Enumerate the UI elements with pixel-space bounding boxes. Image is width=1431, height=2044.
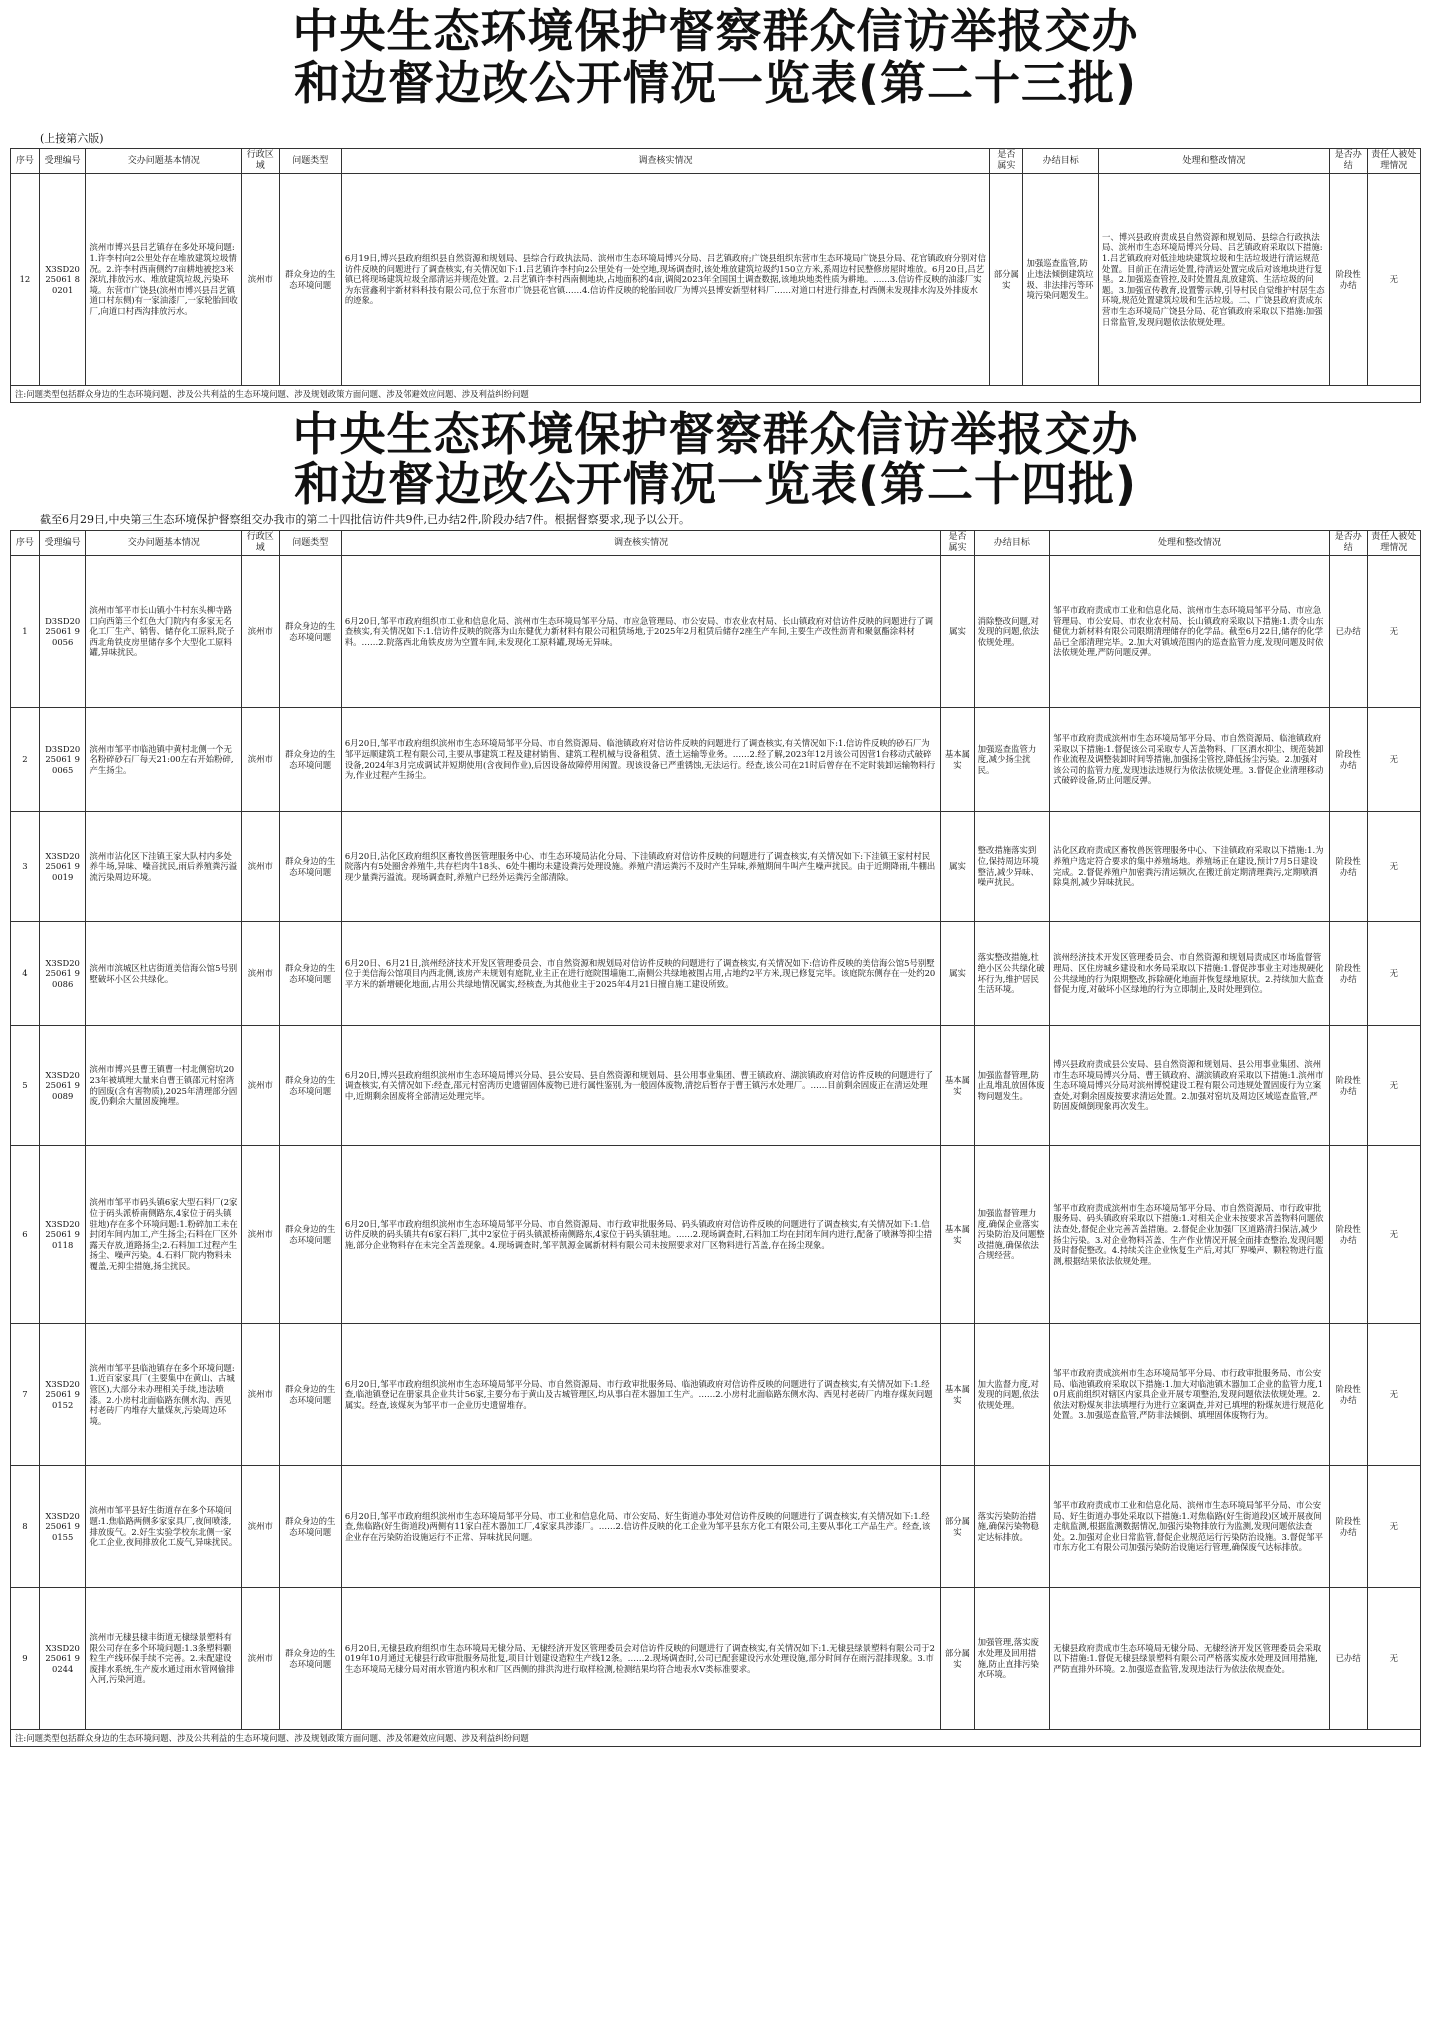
- cell-target: 消除整改问题,对发现的问题,依法依规处理。: [974, 556, 1049, 708]
- cell-basic: 滨州市邹平县好生街道存在多个环境问题:1.焦临路两侧多家家具厂,夜间喷漆,排放废气。2.好生实验学校东北侧一家化工企业,夜间排放化工废气,异味扰民。: [86, 1466, 241, 1588]
- cell-id: X3SD2025061 90118: [39, 1146, 86, 1324]
- cell-resp: 无: [1367, 922, 1420, 1026]
- cell-measures: 博兴县政府责成县公安局、县自然资源和规划局、县公用事业集团、滨州市生态环境局博兴分局、曹王镇政府、湖滨镇政府采取以下措施:1.滨州市生态环境局博兴分局对滨州博悦建设工程有限公司违规处置固废行为立案查处,对剩余固废按要求清运处置。2.加强对窑坑及周边区域巡查监管,严防固废倾倒现象再次发生。: [1050, 1026, 1330, 1146]
- section-24-title-line1: 中央生态环境保护督察群众信访举报交办: [292, 407, 1139, 461]
- cell-investigation: 6月20日,邹平市政府组织滨州市生态环境局邹平分局、市自然资源局、市行政审批服务局、码头镇政府对信访件反映的问题进行了调查核实,有关情况如下:1.信访件反映的码头镇共有6家石料厂,其中2家位于码头镇派桥南侧路东,4家位于码头镇驻地。……2.现场调查时,石料加工均在封闭车间内进行,配备了喷淋等抑尘措施,部分企业物料存在未完全苫盖现象。4.现场调查时,邹平凯源金属新材料有限公司未按照要求对厂区物料进行苫盖,存在扬尘现象。: [341, 1146, 941, 1324]
- cell-type: 群众身边的生态环境问题: [279, 812, 341, 922]
- cell-type: 群众身边的生态环境问题: [279, 708, 341, 812]
- cell-resp: 无: [1367, 812, 1420, 922]
- cell-region: 滨州市: [241, 174, 279, 386]
- cell-done: 阶段性办结: [1329, 1466, 1367, 1588]
- table-row: [11, 922, 1421, 1026]
- header-resp: 责任人被处理情况: [1367, 149, 1420, 174]
- cell-no: 9: [11, 1588, 40, 1730]
- cell-id: X3SD2025061 90244: [39, 1588, 86, 1730]
- cell-true: 属实: [941, 556, 974, 708]
- cell-no: 8: [11, 1466, 40, 1588]
- cell-basic: 滨州市无棣县棣丰街道无棣绿景塑料有限公司存在多个环境问题:1.3条塑料颗粒生产线环保手续不完善。2.未配建设废排水系统,生产废水通过雨水管网偷排入河,污染河道。: [86, 1588, 241, 1730]
- cell-target: 落实污染防治措施,确保污染物稳定达标排放。: [974, 1466, 1049, 1588]
- cell-true: 属实: [941, 922, 974, 1026]
- header-target: 办结目标: [1023, 149, 1098, 174]
- section-23-title-line2: 和边督边改公开情况一览表(第二十三批): [293, 56, 1138, 110]
- section-24-table: [10, 530, 1421, 1730]
- cell-region: 滨州市: [241, 812, 279, 922]
- cell-investigation: 6月20日,博兴县政府组织滨州市生态环境局博兴分局、县公安局、县自然资源和规划局、县公用事业集团、曹王镇政府、湖滨镇政府对信访件反映的问题进行了调查核实,有关情况如下:经查,邵元村窑湾历史遗留固体废物已进行属性鉴别,为一般固体废物,清挖后暂存于曹王镇污水处理厂。……目前剩余固废正在清运处理中,近期剩余固废将全部清运处理完毕。: [341, 1026, 941, 1146]
- cell-target: 加强监督管理力度,确保企业落实污染防治及问题整改措施,确保依法合规经营。: [974, 1146, 1049, 1324]
- cell-resp: 无: [1367, 174, 1420, 386]
- cell-true: 部分属实: [990, 174, 1023, 386]
- cell-done: 阶段性办结: [1329, 708, 1367, 812]
- cell-resp: 无: [1367, 1026, 1420, 1146]
- header-resp: 责任人被处理情况: [1367, 531, 1420, 556]
- cell-no: 5: [11, 1026, 40, 1146]
- cell-done: 阶段性办结: [1329, 922, 1367, 1026]
- cell-type: 群众身边的生态环境问题: [279, 1146, 341, 1324]
- table-row: [11, 1026, 1421, 1146]
- table-note: 注:问题类型包括群众身边的生态环境问题、涉及公共利益的生态环境问题、涉及规划政策方面问题、涉及邻避效应问题、涉及利益纠纷问题: [10, 386, 1421, 403]
- cell-done: 阶段性办结: [1329, 1324, 1367, 1466]
- cell-resp: 无: [1367, 1146, 1420, 1324]
- cell-basic: 滨州市博兴县吕艺镇存在多处环境问题:1.许李村向2公里处存在堆放建筑垃圾情况。2.许李村西南侧约7亩耕地被挖3米深坑,排放污水、堆放建筑垃圾,污染环境。东营市广饶县(滨州市博兴县吕艺镇道口村东侧)有一家油漆厂,一家轮胎回收厂,向道口村西沟排放污水。: [86, 174, 241, 386]
- cell-region: 滨州市: [241, 1588, 279, 1730]
- cell-type: 群众身边的生态环境问题: [279, 1588, 341, 1730]
- cell-investigation: 6月20日,邹平市政府组织市工业和信息化局、滨州市生态环境局邹平分局、市应急管理局、市公安局、市农业农村局、长山镇政府对信访件反映的问题进行了调查核实,有关情况如下:1.信访件反映的院落为山东健优力新材料有限公司租赁场地,于2025年2月租赁后储存2座生产车间,主要生产改性沥青和聚氨酯涂料材料。……2.院落西北角铁皮房为空置车间,未发现化工原料罐,现场无异味。: [341, 556, 941, 708]
- header-id: 受理编号: [39, 149, 86, 174]
- cell-investigation: 6月20日,无棣县政府组织市生态环境局无棣分局、无棣经济开发区管理委员会对信访件反映的问题进行了调查核实,有关情况如下:1.无棣县绿景塑料有限公司于2019年10月通过无棣县行政审批服务局批复,项目计划建设造粒生产线12条。……2.现场调查时,公司已配套建设污水处理设施,部分时间存在雨污混排现象。3.市生态环境局无棣分局对雨水管道内积水和厂区西侧的排洪沟进行取样检测,检测结果均符合地表水Ⅴ类标准要求。: [341, 1588, 941, 1730]
- header-basic: 交办问题基本情况: [86, 531, 241, 556]
- cell-region: 滨州市: [241, 1324, 279, 1466]
- cell-id: X3SD2025061 90089: [39, 1026, 86, 1146]
- table-row: [11, 174, 1421, 386]
- table-header-row: [11, 531, 1421, 556]
- cell-done: 已办结: [1329, 1588, 1367, 1730]
- header-investigation: 调查核实情况: [341, 149, 989, 174]
- cell-measures: 邹平市政府责成滨州市生态环境局邹平分局、市自然资源局、市行政审批服务局、码头镇政府采取以下措施:1.对相关企业未按要求苫盖物料问题依法查处,督促企业完善苫盖措施。2.督促企业加强厂区道路清扫保洁,减少扬尘污染。3.对企业物料苫盖、生产作业情况开展全面排查整治,发现问题及时督促整改。4.持续关注企业恢复生产后,对其厂界噪声、颗粒物进行监测,根据结果依法依规处理。: [1050, 1146, 1330, 1324]
- cell-no: 1: [11, 556, 40, 708]
- table-row: [11, 1146, 1421, 1324]
- cell-type: 群众身边的生态环境问题: [279, 1466, 341, 1588]
- cell-basic: 滨州市邹平市长山镇小牛村东头柳寺路口向西第三个红色大门院内有多家无名化工厂生产、销售、储存化工原料,院子西北角铁皮房里储存多个大型化工原料罐,异味扰民。: [86, 556, 241, 708]
- header-type: 问题类型: [279, 531, 341, 556]
- section-24-title-line2: 和边督边改公开情况一览表(第二十四批): [293, 457, 1138, 511]
- table-note: 注:问题类型包括群众身边的生态环境问题、涉及公共利益的生态环境问题、涉及规划政策方面问题、涉及邻避效应问题、涉及利益纠纷问题: [10, 1730, 1421, 1747]
- cell-true: 部分属实: [941, 1466, 974, 1588]
- cell-basic: 滨州市沾化区下洼镇王家大队村内多处养牛场,异味、噪音扰民,雨后养殖粪污溢流污染周边环境。: [86, 812, 241, 922]
- cell-target: 落实整改措施,杜绝小区公共绿化破坏行为,维护居民生活环境。: [974, 922, 1049, 1026]
- cell-done: 阶段性办结: [1329, 1026, 1367, 1146]
- cell-type: 群众身边的生态环境问题: [279, 922, 341, 1026]
- cell-id: X3SD2025061 90152: [39, 1324, 86, 1466]
- header-no: 序号: [11, 149, 40, 174]
- cell-basic: 滨州市博兴县曹王镇曹一村北侧窑坑2023年被填埋大量来自曹王镇邵元村窑湾的固废(含有害物质),2025年清理部分固废,仍剩余大量固废掩埋。: [86, 1026, 241, 1146]
- cell-investigation: 6月20日,邹平市政府组织滨州市生态环境局邹平分局、市自然资源局、临池镇政府对信访件反映的问题进行了调查核实,有关情况如下:1.信访件反映的砂石厂为邹平远顺建筑工程有限公司,主要从事建筑工程及建材销售、建筑工程机械与设备租赁、渣土运输等业务。……2.经了解,2023年12月该公司因营1台移动式破碎设备,2024年3月完成调试并短期使用(含夜间作业),后因设备故障停用闲置。现该设备已严重锈蚀,无法运行。经查,该公司在21时后曾存在不定时装卸运输物料行为,作业过程产生扬尘。: [341, 708, 941, 812]
- header-measures: 处理和整改情况: [1098, 149, 1329, 174]
- cell-resp: 无: [1367, 1588, 1420, 1730]
- header-region: 行政区域: [241, 531, 279, 556]
- header-region: 行政区域: [241, 149, 279, 174]
- cell-type: 群众身边的生态环境问题: [279, 174, 341, 386]
- cell-target: 加强巡查监管,防止违法倾倒建筑垃圾、非法排污等环境污染问题发生。: [1023, 174, 1098, 386]
- table-row: [11, 812, 1421, 922]
- section-23-title-line1: 中央生态环境保护督察群众信访举报交办: [292, 4, 1139, 58]
- cell-measures: 滨州经济技术开发区管理委员会、市自然资源和规划局责成区市场监督管理局、区住房城乡建设和水务局采取以下措施:1.督促涉事业主对违规硬化公共绿地的行为限期整改,拆除硬化地面并恢复绿地原状。2.持续加大监查督促力度,对破坏小区绿地的行为立即制止,及时处理到位。: [1050, 922, 1330, 1026]
- table-row: [11, 1588, 1421, 1730]
- table-row: [11, 1466, 1421, 1588]
- cell-no: 6: [11, 1146, 40, 1324]
- table-header-row: [11, 149, 1421, 174]
- header-done: 是否办结: [1329, 531, 1367, 556]
- header-target: 办结目标: [974, 531, 1049, 556]
- cell-done: 阶段性办结: [1329, 174, 1367, 386]
- cell-true: 属实: [941, 812, 974, 922]
- header-true: 是否属实: [990, 149, 1023, 174]
- cell-basic: 滨州市滨城区杜店街道美信海公馆5号别墅破坏小区公共绿化。: [86, 922, 241, 1026]
- cell-resp: 无: [1367, 556, 1420, 708]
- cell-measures: 邹平市政府责成市工业和信息化局、滨州市生态环境局邹平分局、市应急管理局、市公安局、市农业农村局、长山镇政府采取以下措施:1.责令山东健优力新材料有限公司限期清理储存的化学品。截至6月22日,储存的化学品已全部清理完毕。2.加大对镇域范围内的巡查监管力度,发现问题及时依法依规处理,严防问题反弹。: [1050, 556, 1330, 708]
- cell-id: X3SD2025061 80201: [39, 174, 86, 386]
- cell-resp: 无: [1367, 1466, 1420, 1588]
- section-23: [10, 6, 1421, 403]
- cell-region: 滨州市: [241, 1146, 279, 1324]
- cell-basic: 滨州市邹平市临池镇中黄村北侧一个无名粉碎砂石厂每天21:00左右开始粉碎,产生扬尘。: [86, 708, 241, 812]
- cell-true: 基本属实: [941, 1026, 974, 1146]
- cell-investigation: 6月20日,邹平市政府组织滨州市生态环境局邹平分局、市工业和信息化局、市公安局、好生街道办事处对信访件反映的问题进行了调查核实,有关情况如下:1.经查,焦临路(好生街道段)两侧有11家白茬木器加工厂,4家家具涉漆厂。……2.信访件反映的化工企业为邹平县东方化工有限公司,主要从事化工产品生产。经查,该企业存在污染防治设施运行不正常、异味扰民问题。: [341, 1466, 941, 1588]
- cell-true: 基本属实: [941, 708, 974, 812]
- cell-no: 4: [11, 922, 40, 1026]
- cell-done: 已办结: [1329, 556, 1367, 708]
- cell-measures: 无棣县政府责成市生态环境局无棣分局、无棣经济开发区管理委员会采取以下措施:1.督促无棣县绿景塑料有限公司严格落实废水处理及回用措施,严防直排外环境。2.加强巡查监管,发现违法行为依法依规查处。: [1050, 1588, 1330, 1730]
- cell-measures: 邹平市政府责成滨州市生态环境局邹平分局、市自然资源局、临池镇政府采取以下措施:1.督促该公司采取专人苫盖物料、厂区洒水抑尘、规范装卸作业流程及调整装卸时间等措施,加强扬尘管控,降低扬尘污染。2.加强对该公司的监管力度,发现违法违规行为依法依规处理。3.督促企业清理移动式破碎设备,防止问题反弹。: [1050, 708, 1330, 812]
- cell-no: 2: [11, 708, 40, 812]
- cell-basic: 滨州市邹平市码头镇6家大型石料厂(2家位于码头派桥南侧路东,4家位于码头镇驻地)存在多个环境问题:1.粉碎加工未在封闭车间内加工,产生扬尘;石料在厂区外露天存放,道路扬尘;2.石料加工过程产生扬尘、噪声污染。4.石料厂院内物料未覆盖,无抑尘措施,扬尘扰民。: [86, 1146, 241, 1324]
- header-id: 受理编号: [39, 531, 86, 556]
- cell-investigation: 6月20日,邹平市政府组织滨州市生态环境局邹平分局、市自然资源局、市行政审批服务局、临池镇政府对信访件反映的问题进行了调查核实,有关情况如下:1.经查,临池镇登记在册家具企业共计56家,主要分布于黄山及古城管理区,均从事白茬木器加工生产。……2.小房村北面临路东侧水沟、西见村老砖厂内堆存煤灰问题属实。经查,该煤灰为邹平市一企业历史遗留堆存。: [341, 1324, 941, 1466]
- cell-done: 阶段性办结: [1329, 1146, 1367, 1324]
- lead-paragraph: 截至6月29日,中央第三生态环境保护督察组交办我市的第二十四批信访件共9件,已办结2件,阶段办结7件。根据督察要求,现予以公开。: [40, 513, 690, 526]
- cell-target: 整改措施落实到位,保持周边环境整洁,减少异味、噪声扰民。: [974, 812, 1049, 922]
- cell-id: X3SD2025061 90086: [39, 922, 86, 1026]
- cell-region: 滨州市: [241, 556, 279, 708]
- cell-measures: 邹平市政府责成滨州市生态环境局邹平分局、市行政审批服务局、市公安局、临池镇政府采取以下措施:1.加大对临池镇木器加工企业的监管力度,10月底前组织对辖区内家具企业开展专项整治,发现问题依法依规处理。2.依法对粉煤灰非法填埋行为进行立案调查,并对已填埋的粉煤灰进行规范化处置。3.加强巡查监管,严防非法倾倒、填埋固体废物行为。: [1050, 1324, 1330, 1466]
- section-23-table: [10, 148, 1421, 386]
- table-row: [11, 1324, 1421, 1466]
- cell-true: 基本属实: [941, 1146, 974, 1324]
- continuation-note: (上接第六版): [40, 132, 104, 145]
- cell-no: 7: [11, 1324, 40, 1466]
- header-done: 是否办结: [1329, 149, 1367, 174]
- cell-type: 群众身边的生态环境问题: [279, 556, 341, 708]
- cell-id: X3SD2025061 90155: [39, 1466, 86, 1588]
- cell-region: 滨州市: [241, 708, 279, 812]
- header-type: 问题类型: [279, 149, 341, 174]
- cell-no: 12: [11, 174, 40, 386]
- cell-measures: 一、博兴县政府责成县自然资源和规划局、县综合行政执法局、滨州市生态环境局博兴分局、吕艺镇政府采取以下措施:1.吕艺镇政府对低洼地块建筑垃圾和生活垃圾进行清运规范处置。目前正在清运处置,待清运处置完成后对该地块进行复垦。2.加强巡查管控,及时处置乱乱放建筑、生活垃圾的问题。3.加强宣传教育,设置警示牌,引导村民自觉维护村居生态环境,规范处置建筑垃圾和生活垃圾。二、广饶县政府责成东营市生态环境局广饶县分局、花官镇政府采取以下措施:加强日常监管,发现问题依法依规处理。: [1098, 174, 1329, 386]
- table-row: [11, 556, 1421, 708]
- header-true: 是否属实: [941, 531, 974, 556]
- cell-no: 3: [11, 812, 40, 922]
- header-investigation: 调查核实情况: [341, 531, 941, 556]
- cell-done: 阶段性办结: [1329, 812, 1367, 922]
- cell-target: 加强监督管理,防止乱堆乱放固体废物问题发生。: [974, 1026, 1049, 1146]
- cell-region: 滨州市: [241, 1026, 279, 1146]
- cell-resp: 无: [1367, 708, 1420, 812]
- cell-true: 部分属实: [941, 1588, 974, 1730]
- section-24: [10, 409, 1421, 1747]
- cell-type: 群众身边的生态环境问题: [279, 1324, 341, 1466]
- cell-investigation: 6月20日、6月21日,滨州经济技术开发区管理委员会、市自然资源和规划局对信访件反映的问题进行了调查核实,有关情况如下:信访件反映的美信海公馆5号别墅位于美信海公馆项目内西北侧,该房产未规划有庭院,业主正在进行庭院围墙施工,南侧公共绿地被围占用,占地约2平方米,现已修复完毕。该庭院东侧存在一处约20平方米的新增硬化地面,占用公共绿地情况属实,经核查,为其他业主于2025年4月21日擅自施工建设所致。: [341, 922, 941, 1026]
- cell-target: 加强巡查监管力度,减少扬尘扰民。: [974, 708, 1049, 812]
- cell-measures: 沾化区政府责成区畜牧兽医管理服务中心、下洼镇政府采取以下措施:1.为养殖户选定符合要求的集中养殖场地。养殖场正在建设,预计7月5日建设完成。2.督促养殖户加密粪污清运频次,在搬迁前定期清理粪污,定期喷洒除臭剂,减少异味扰民。: [1050, 812, 1330, 922]
- cell-target: 加大监督力度,对发现的问题,依法依规处理。: [974, 1324, 1049, 1466]
- cell-resp: 无: [1367, 1324, 1420, 1466]
- cell-id: D3SD2025061 90065: [39, 708, 86, 812]
- cell-id: D3SD2025061 90056: [39, 556, 86, 708]
- cell-investigation: 6月20日,沾化区政府组织区畜牧兽医管理服务中心、市生态环境局沾化分局、下洼镇政府对信访件反映的问题进行了调查核实,有关情况如下:下洼镇王家村村民院落内有5处圈舍养殖牛,共存栏肉牛18头、6处牛棚均未建设粪污处理设施。养殖户清运粪污不及时产生异味,养殖期间牛叫产生噪声扰民。由于近期降雨,牛棚出现少量粪污溢流。现场调查时,养殖户已经外运粪污全部清除。: [341, 812, 941, 922]
- cell-investigation: 6月19日,博兴县政府组织县自然资源和规划局、县综合行政执法局、滨州市生态环境局博兴分局、吕艺镇政府;广饶县组织东营市生态环境局广饶县分局、花官镇政府分别对信访件反映的问题进行了调查核实,有关情况如下:1.吕艺镇许李村向2公里处有一处空地,现场调查时,该处堆放建筑垃圾约150立方米,系周边村民整修房屋时堆放。6月20日,吕艺镇已将现场建筑垃圾全部清运并规范处置。2.吕艺镇许李村西南侧地块,占地面积约4亩,调阅2023年全国国土调查数据,该地块地类性质为耕地。……3.信访件反映的油漆厂实为东营鑫利宇新材料科技有限公司,位于东营市广饶县花官镇……4.信访件反映的轮胎回收厂为博兴县博安新型材料厂……对道口村进行排查,村西侧未发现排水沟及外排废水的迹象。: [341, 174, 989, 386]
- cell-true: 基本属实: [941, 1324, 974, 1466]
- cell-type: 群众身边的生态环境问题: [279, 1026, 341, 1146]
- cell-id: X3SD2025061 90019: [39, 812, 86, 922]
- table-row: [11, 708, 1421, 812]
- cell-measures: 邹平市政府责成市工业和信息化局、滨州市生态环境局邹平分局、市公安局、好生街道办事处采取以下措施:1.对焦临路(好生街道段)区域开展夜间走航监测,根据监测数据情况,加强污染物排放行为监测,发现问题依法查处。2.加强对企业日常监管,督促企业规范运行污染防治设施。3.督促邹平市东方化工有限公司加强污染防治设施运行管理,确保废气达标排放。: [1050, 1466, 1330, 1588]
- cell-basic: 滨州市邹平县临池镇存在多个环境问题:1.近百家家具厂(主要集中在黄山、古城管区),大部分未办理相关手续,违法喷漆。2.小房村北面临路东侧水沟、西见村老砖厂内堆存大量煤灰,污染周边环境。: [86, 1324, 241, 1466]
- header-measures: 处理和整改情况: [1050, 531, 1330, 556]
- header-basic: 交办问题基本情况: [86, 149, 241, 174]
- cell-target: 加强管理,落实废水处理及回用措施,防止直排污染水环境。: [974, 1588, 1049, 1730]
- header-no: 序号: [11, 531, 40, 556]
- cell-region: 滨州市: [241, 922, 279, 1026]
- cell-region: 滨州市: [241, 1466, 279, 1588]
